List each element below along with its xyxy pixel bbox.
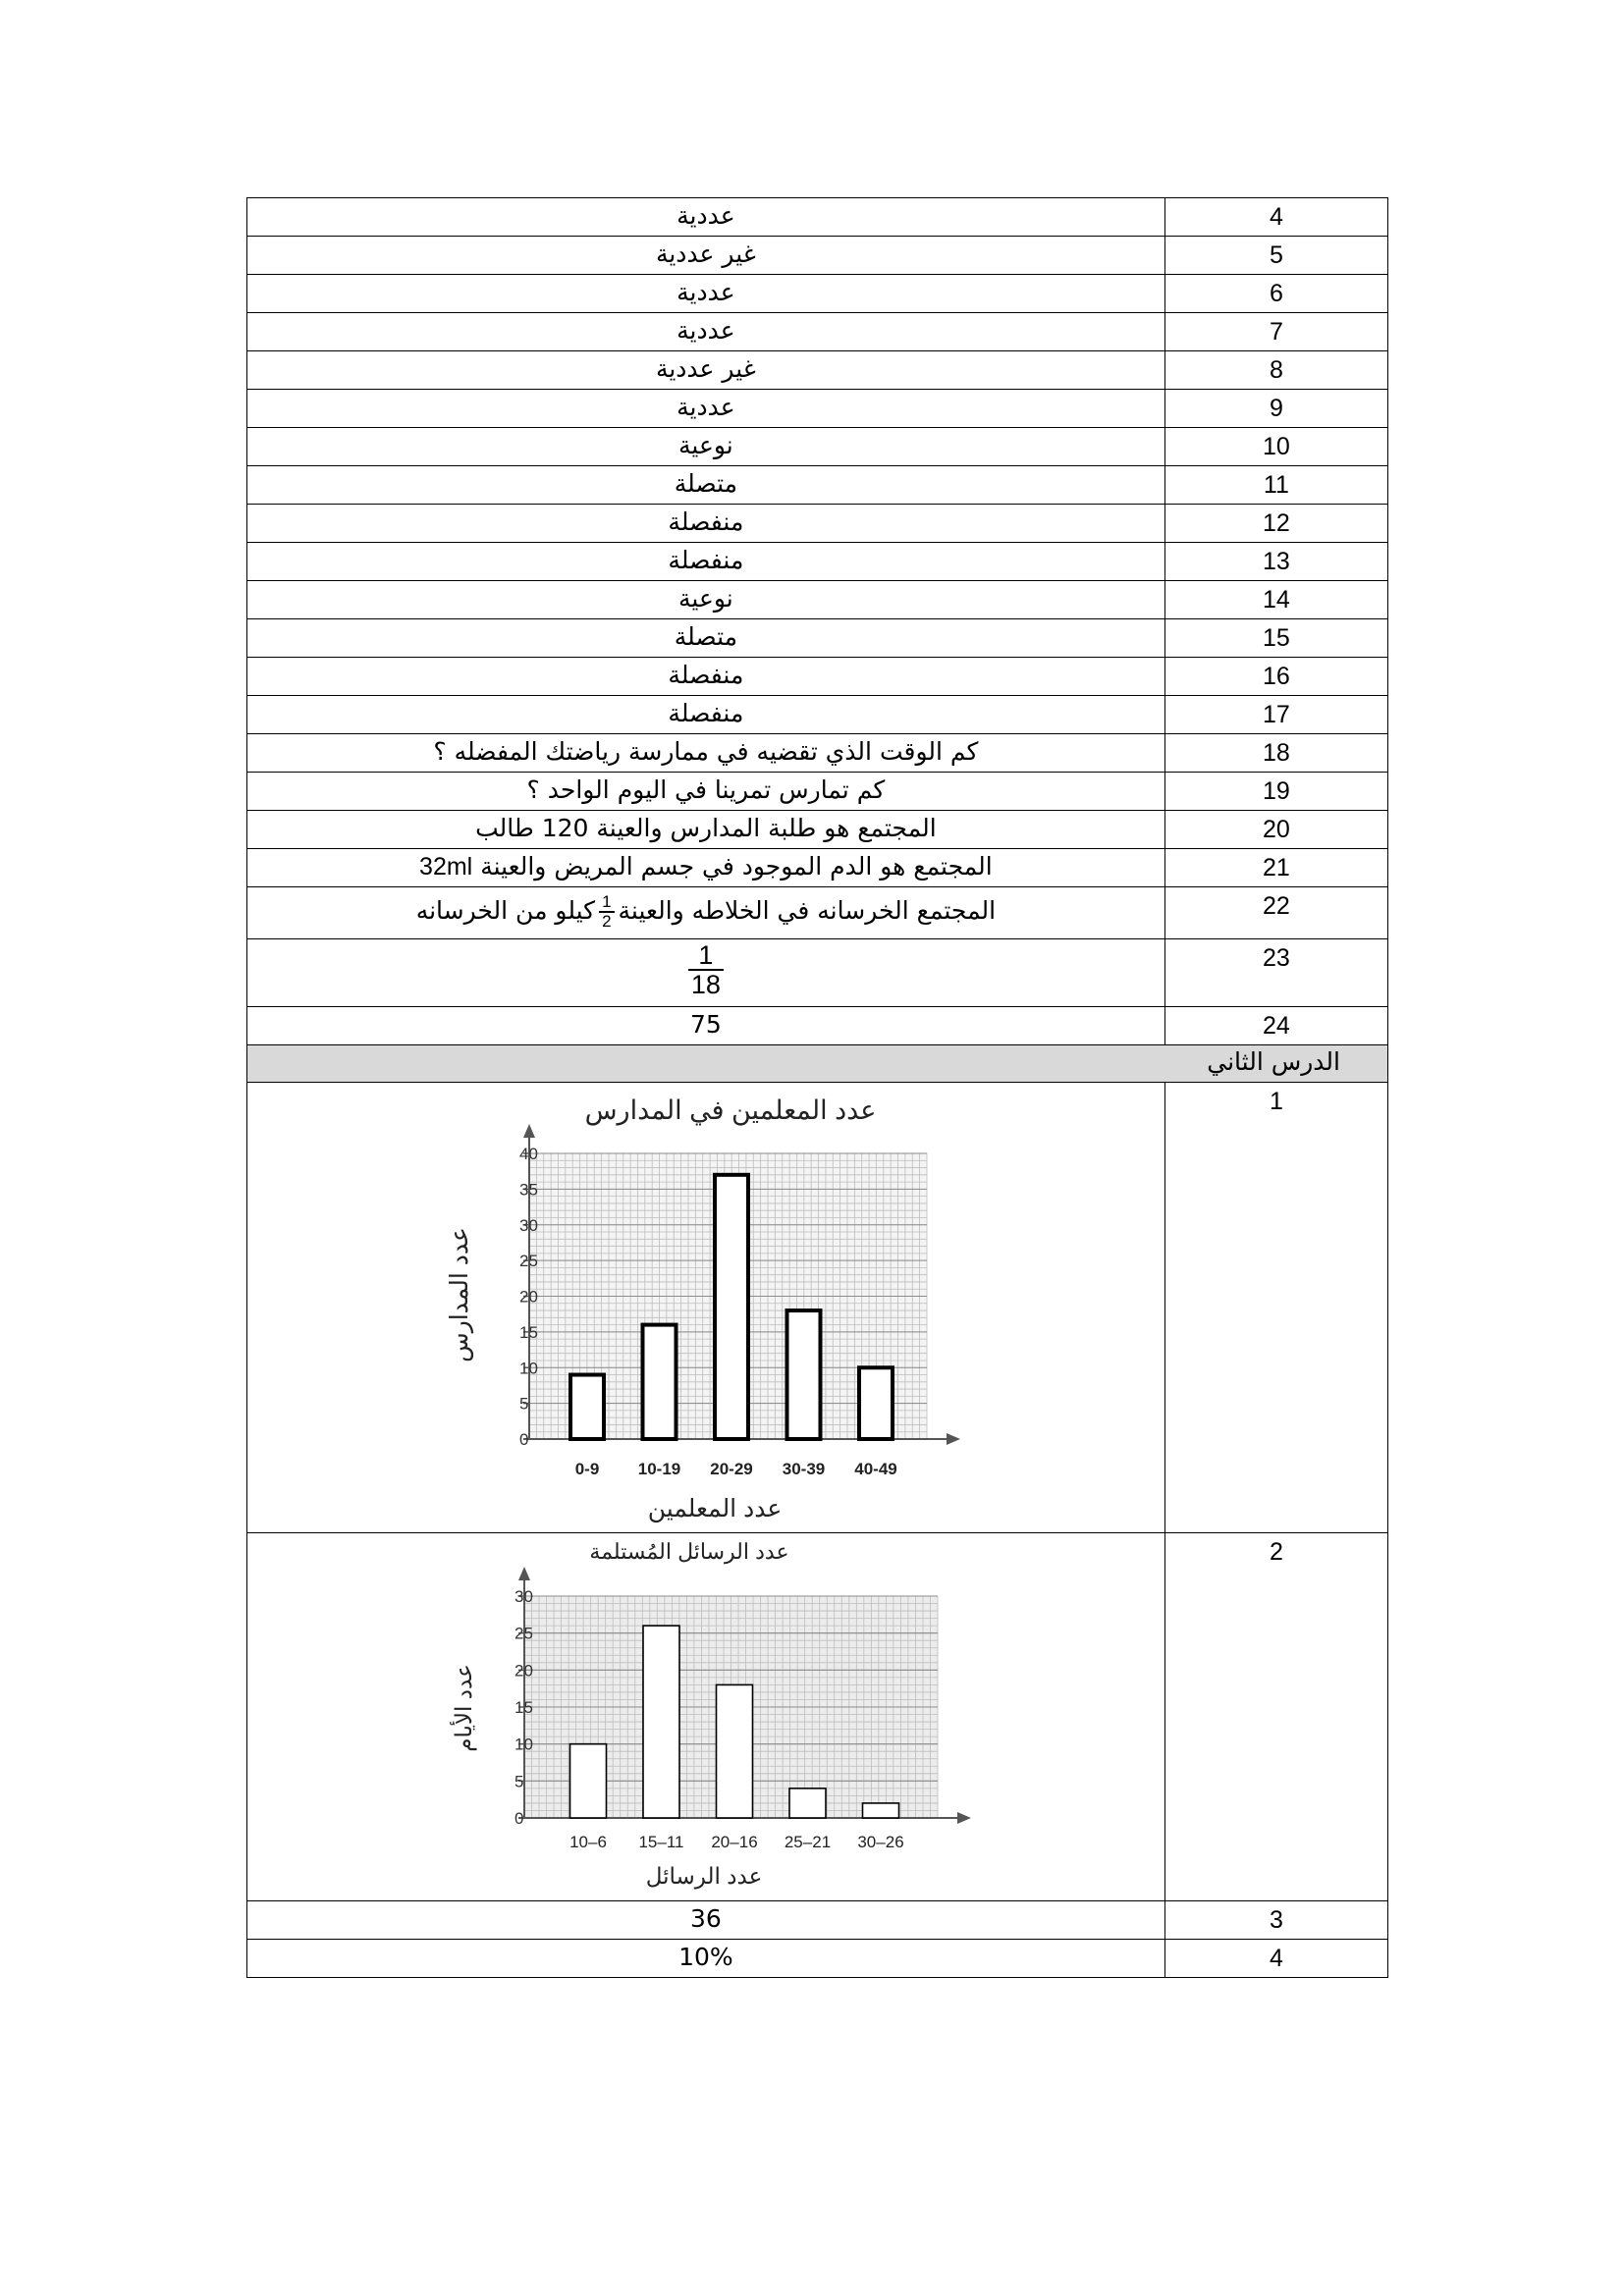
bar <box>789 1789 826 1818</box>
y-tick-label: 25 <box>514 1624 533 1643</box>
y-tick-label: 5 <box>514 1772 524 1791</box>
bar <box>643 1325 677 1439</box>
question-number: 21 <box>1164 849 1387 887</box>
y-tick-label: 20 <box>519 1287 538 1307</box>
answer-cell: 10% <box>247 1940 1165 1978</box>
question-number: 6 <box>1164 275 1387 313</box>
table-row <box>247 1901 1388 1940</box>
answer-text-end: كيلو من الخرسانه <box>415 896 596 925</box>
y-axis-arrow <box>523 1124 535 1138</box>
question-number: 23 <box>1164 939 1387 1007</box>
y-tick-label: 10 <box>514 1735 533 1754</box>
answer-sheet <box>246 197 1388 1978</box>
answer-cell <box>247 849 1165 887</box>
x-axis-label: عدد الرسائل <box>645 1863 763 1889</box>
table-row <box>247 849 1388 887</box>
fraction <box>599 893 614 931</box>
y-tick-label: 5 <box>519 1394 529 1414</box>
fraction-numerator: 1 <box>602 892 612 912</box>
table-row <box>247 543 1388 581</box>
table-row <box>247 1083 1388 1533</box>
question-number: 11 <box>1164 466 1387 505</box>
question-number: 1 <box>1164 1083 1387 1533</box>
table-row <box>247 351 1388 390</box>
answer-cell: منفصلة <box>247 696 1165 734</box>
table-row <box>247 466 1388 505</box>
question-number: 22 <box>1164 887 1387 939</box>
x-tick-label: 6–10 <box>569 1833 607 1851</box>
section-header-row <box>247 1045 1388 1083</box>
table-row <box>247 1533 1388 1901</box>
y-tick-label: 30 <box>519 1215 538 1235</box>
answer-text-start: المجتمع الخرسانه في الخلاطه والعينة <box>618 896 997 925</box>
section-label: الدرس الثاني <box>247 1045 1388 1083</box>
x-tick-label: 21–25 <box>784 1833 832 1851</box>
bar <box>787 1310 821 1439</box>
bar <box>863 1803 899 1818</box>
bar <box>570 1744 607 1818</box>
table-row <box>247 313 1388 351</box>
question-number: 12 <box>1164 505 1387 543</box>
chart-title: عدد الرسائل المُستلمة <box>589 1539 789 1564</box>
table-row <box>247 237 1388 275</box>
question-number: 8 <box>1164 351 1387 390</box>
answer-value: 32ml <box>419 853 473 881</box>
y-tick-label: 0 <box>519 1430 529 1449</box>
y-tick-label: 40 <box>519 1145 538 1163</box>
chart-title: عدد المعلمين في المدارس <box>584 1095 877 1125</box>
y-axis-label: عدد المدارس <box>446 1227 473 1362</box>
answer-cell: متصلة <box>247 466 1165 505</box>
answer-cell: نوعية <box>247 428 1165 466</box>
answer-cell: كم تمارس تمرينا في اليوم الواحد ؟ <box>247 773 1165 811</box>
question-number: 16 <box>1164 658 1387 696</box>
chart-cell <box>247 1533 1165 1901</box>
question-number: 17 <box>1164 696 1387 734</box>
y-tick-label: 15 <box>514 1698 533 1717</box>
table-row <box>247 505 1388 543</box>
fraction-denominator: 18 <box>688 969 724 998</box>
table-row <box>247 773 1388 811</box>
table-row <box>247 1940 1388 1978</box>
bar <box>717 1684 753 1818</box>
answer-cell: عددية <box>247 390 1165 428</box>
x-tick-label: 11–15 <box>638 1833 684 1851</box>
x-tick-label: 20-29 <box>710 1460 753 1478</box>
question-number: 7 <box>1164 313 1387 351</box>
bar <box>859 1367 893 1439</box>
answer-cell: 75 <box>247 1007 1165 1045</box>
x-tick-label: 40-49 <box>854 1460 897 1478</box>
table-row <box>247 581 1388 619</box>
y-tick-label: 35 <box>519 1180 538 1200</box>
question-number: 24 <box>1164 1007 1387 1045</box>
table-row <box>247 1007 1388 1045</box>
answer-cell: عددية <box>247 275 1165 313</box>
question-number: 3 <box>1164 1901 1387 1940</box>
table-row <box>247 696 1388 734</box>
answer-cell: متصلة <box>247 619 1165 658</box>
x-tick-label: 16–20 <box>711 1833 758 1851</box>
answer-table <box>246 197 1388 1978</box>
answer-text: المجتمع هو الدم الموجود في جسم المريض والعينة <box>480 852 993 881</box>
question-number: 14 <box>1164 581 1387 619</box>
question-number: 13 <box>1164 543 1387 581</box>
y-tick-label: 15 <box>519 1322 538 1342</box>
y-tick-label: 0 <box>514 1809 524 1828</box>
question-number: 4 <box>1164 1940 1387 1978</box>
y-tick-label: 30 <box>514 1587 533 1606</box>
bar <box>643 1626 679 1818</box>
table-row <box>247 275 1388 313</box>
x-tick-label: 10-19 <box>637 1460 681 1478</box>
y-axis-arrow <box>518 1567 530 1580</box>
table-row <box>247 198 1388 237</box>
answer-cell: كم الوقت الذي تقضيه في ممارسة رياضتك المفضله ؟ <box>247 734 1165 773</box>
question-number: 9 <box>1164 390 1387 428</box>
x-axis-arrow <box>957 1812 971 1824</box>
bar <box>715 1175 748 1439</box>
x-tick-label: 26–30 <box>857 1833 904 1851</box>
table-row <box>247 619 1388 658</box>
answer-cell: منفصلة <box>247 543 1165 581</box>
messages-histogram <box>247 1533 1164 1900</box>
answer-cell: عددية <box>247 313 1165 351</box>
bar <box>570 1375 604 1439</box>
x-axis-arrow <box>947 1433 960 1445</box>
question-number: 19 <box>1164 773 1387 811</box>
answer-cell <box>247 939 1165 1007</box>
x-tick-label: 0-9 <box>574 1460 600 1478</box>
question-number: 4 <box>1164 198 1387 237</box>
answer-table-body <box>247 198 1388 1978</box>
answer-cell: منفصلة <box>247 658 1165 696</box>
question-number: 2 <box>1164 1533 1387 1901</box>
chart-cell <box>247 1083 1165 1533</box>
table-row <box>247 887 1388 939</box>
table-row <box>247 939 1388 1007</box>
teachers-histogram <box>247 1083 1164 1532</box>
y-axis-label: عدد الأيام <box>451 1664 476 1752</box>
y-tick-label: 10 <box>519 1359 538 1378</box>
question-number: 20 <box>1164 811 1387 849</box>
question-number: 5 <box>1164 237 1387 275</box>
answer-cell <box>247 887 1165 939</box>
answer-cell: عددية <box>247 198 1165 237</box>
answer-cell: منفصلة <box>247 505 1165 543</box>
question-number: 15 <box>1164 619 1387 658</box>
y-tick-label: 25 <box>519 1252 538 1271</box>
answer-cell: 36 <box>247 1901 1165 1940</box>
table-row <box>247 658 1388 696</box>
x-tick-label: 30-39 <box>782 1460 826 1478</box>
question-number: 18 <box>1164 734 1387 773</box>
table-row <box>247 428 1388 466</box>
answer-cell: غير عددية <box>247 351 1165 390</box>
answer-cell: غير عددية <box>247 237 1165 275</box>
fraction <box>688 941 724 999</box>
table-row <box>247 734 1388 773</box>
y-tick-label: 20 <box>514 1661 533 1681</box>
question-number: 10 <box>1164 428 1387 466</box>
answer-cell: المجتمع هو طلبة المدارس والعينة 120 طالب <box>247 811 1165 849</box>
answer-cell: نوعية <box>247 581 1165 619</box>
fraction-numerator: 1 <box>698 940 714 970</box>
x-axis-label: عدد المعلمين <box>647 1495 783 1522</box>
table-row <box>247 811 1388 849</box>
fraction-denominator: 2 <box>599 911 614 931</box>
table-row <box>247 390 1388 428</box>
